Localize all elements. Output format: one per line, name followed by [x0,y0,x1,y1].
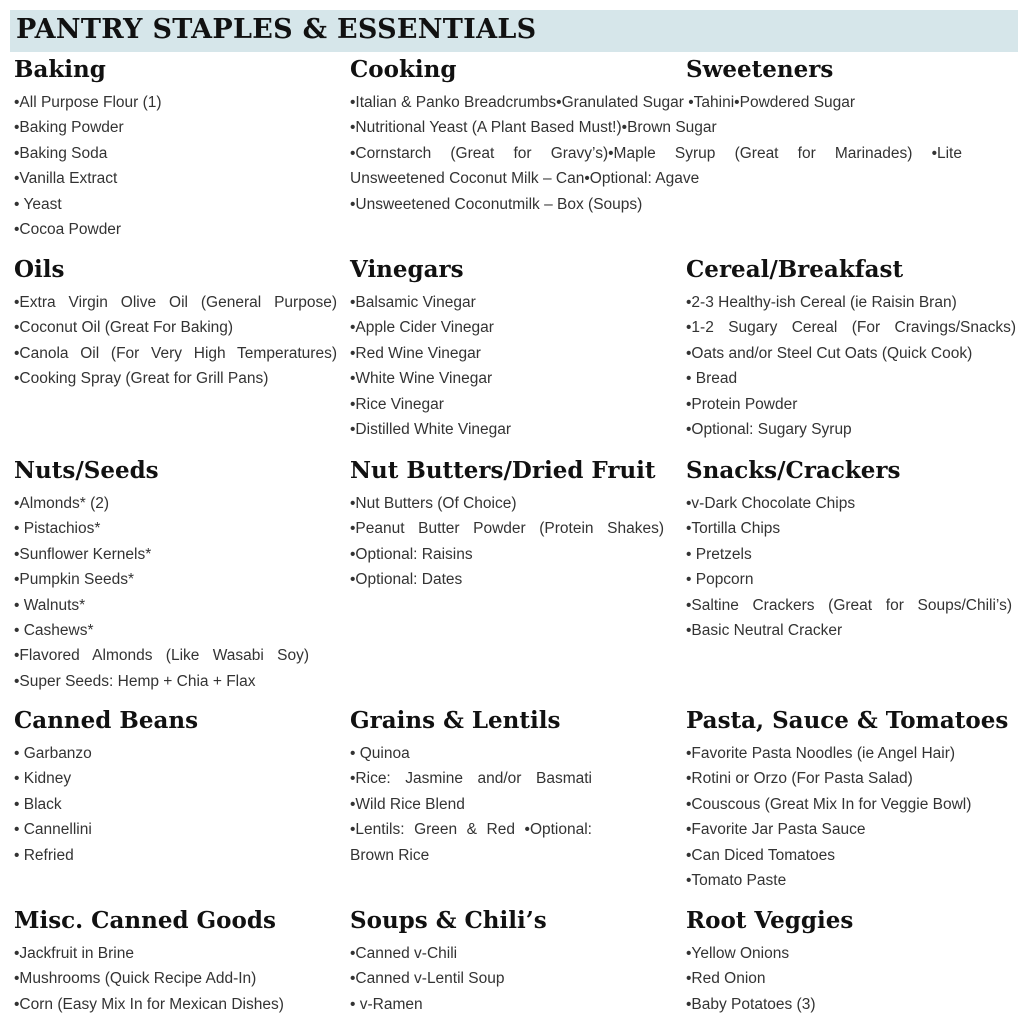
list-item: • Pistachios* [14,520,101,538]
list-item: •Optional: Raisins [350,545,473,563]
list-item: • Cannellini [14,821,92,839]
list-item: •Red Wine Vinegar [350,344,481,362]
list-item: • Yeast [14,195,62,213]
list-item: • Refried [14,846,74,864]
section-heading: Pasta, Sauce & Tomatoes [686,707,1009,734]
list-item: Unsweetened Coconut Milk – Can•Optional: Agave [350,170,700,188]
list-item: •Nutritional Yeast (A Plant Based Must!)•Brown Sugar [350,119,717,137]
list-item: •Canola Oil (For Very High Temperatures) [14,344,337,362]
list-item: •Basic Neutral Cracker [686,622,843,640]
list-item: •Wild Rice Blend [350,795,465,813]
section-nut-butters [350,456,680,593]
list-item: •Lentils: Green & Red •Optional: [350,821,592,839]
list-item: •Canned v-Chili [350,945,458,962]
section-baking [14,55,344,242]
list-item: •Rice Vinegar [350,395,444,413]
list-item: •Balsamic Vinegar [350,294,476,311]
section-heading: Baking [14,56,106,83]
section-heading: Soups & Chili’s [350,907,547,934]
section-oils [14,255,344,392]
list-item: •Jackfruit in Brine [14,945,134,962]
list-item: •Coconut Oil (Great For Baking) [14,319,234,337]
list-item: •Distilled White Vinegar [350,421,512,439]
list-item: •Baking Powder [14,119,124,137]
list-item: •Pumpkin Seeds* [14,571,135,589]
list-item: • Cashews* [14,622,94,640]
list-item: •Tomato Paste [686,872,787,890]
section-misc-canned-goods [14,906,344,1017]
list-item: •Cornstarch (Great for Gravy’s)•Maple Syrup (Great for Marinades) •Lite [350,144,962,162]
list-item: •1-2 Sugary Cereal (For Cravings/Snacks) [686,319,1016,337]
list-item: •Almonds* (2) [14,495,110,512]
list-item: • Pretzels [686,545,752,563]
section-heading: Sweeteners [686,56,834,83]
list-item: •Super Seeds: Hemp + Chia + Flax [14,672,256,690]
list-item: •Canned v-Lentil Soup [350,970,505,988]
list-item: •Italian & Panko Breadcrumbs•Granulated Sugar •Tahini•Powdered Sugar [350,94,856,111]
list-item: •Couscous (Great Mix In for Veggie Bowl) [686,795,972,813]
list-item: •Peanut Butter Powder (Protein Shakes) [350,520,664,538]
list-item: •Tortilla Chips [686,520,781,538]
section-snacks-crackers [686,456,1016,643]
section-heading: Grains & Lentils [350,707,561,734]
list-item: • Walnuts* [14,596,86,614]
list-item: •Sunflower Kernels* [14,545,152,563]
list-item: •Favorite Jar Pasta Sauce [686,821,866,839]
section-heading: Nuts/Seeds [14,457,159,484]
list-item: •Rice: Jasmine and/or Basmati [350,770,592,788]
section-heading: Misc. Canned Goods [14,907,276,934]
section-vinegars [350,255,680,442]
list-item: •Flavored Almonds (Like Wasabi Soy) [14,647,309,665]
list-item: •Nut Butters (Of Choice) [350,495,517,512]
list-item: •Saltine Crackers (Great for Soups/Chili’s) [686,596,1012,614]
list-item: •Can Diced Tomatoes [686,846,836,864]
section-soups-chili [350,906,680,1017]
list-item: Brown Rice [350,846,430,864]
list-item: •Oats and/or Steel Cut Oats (Quick Cook) [686,344,973,362]
list-item: •Cocoa Powder [14,221,122,239]
list-item: • Popcorn [686,571,754,589]
list-item: •v-Dark Chocolate Chips [686,495,856,512]
list-item: •Apple Cider Vinegar [350,319,494,337]
list-item: • Garbanzo [14,745,92,762]
list-item: •Protein Powder [686,395,798,413]
page-title: PANTRY STAPLES & ESSENTIALS [16,14,537,45]
section-canned-beans [14,706,344,868]
section-heading: Nut Butters/Dried Fruit [350,457,656,484]
list-item: •Favorite Pasta Noodles (ie Angel Hair) [686,745,956,762]
list-item: • Quinoa [350,745,410,762]
title-banner [10,10,1018,52]
section-heading: Vinegars [350,256,464,283]
list-item: •All Purpose Flour (1) [14,94,162,111]
section-sweeteners [686,55,1016,85]
list-item: •Optional: Dates [350,571,463,589]
section-grains-lentils [350,706,680,868]
section-heading: Root Veggies [686,907,854,934]
list-item: •Red Onion [686,970,766,988]
list-item: •Optional: Sugary Syrup [686,421,852,439]
section-nuts-seeds [14,456,344,694]
section-root-veggies [686,906,1016,1017]
list-item: • Black [14,795,62,813]
list-item: •Rotini or Orzo (For Pasta Salad) [686,770,913,788]
section-heading: Cereal/Breakfast [686,256,904,283]
section-heading: Cooking [350,56,457,83]
list-item: •Baking Soda [14,144,108,162]
list-item: •Extra Virgin Olive Oil (General Purpose) [14,294,337,311]
list-item: •Unsweetened Coconutmilk – Box (Soups) [350,195,643,213]
section-heading: Canned Beans [14,707,199,734]
list-item: •Baby Potatoes (3) [686,995,816,1013]
list-item: •Yellow Onions [686,945,790,962]
section-heading: Oils [14,256,65,283]
list-item: •2-3 Healthy-ish Cereal (ie Raisin Bran) [686,294,957,311]
list-item: • Kidney [14,770,72,788]
section-heading: Snacks/Crackers [686,457,901,484]
list-item: •White Wine Vinegar [350,370,493,388]
list-item: •Mushrooms (Quick Recipe Add-In) [14,970,257,988]
list-item: •Cooking Spray (Great for Grill Pans) [14,370,269,388]
section-cereal-breakfast [686,255,1016,442]
list-item: •Corn (Easy Mix In for Mexican Dishes) [14,995,284,1013]
list-item: •Vanilla Extract [14,170,118,188]
list-item: • v-Ramen [350,995,423,1013]
section-pasta-sauce-tomatoes [686,706,1016,893]
list-item: • Bread [686,370,738,388]
